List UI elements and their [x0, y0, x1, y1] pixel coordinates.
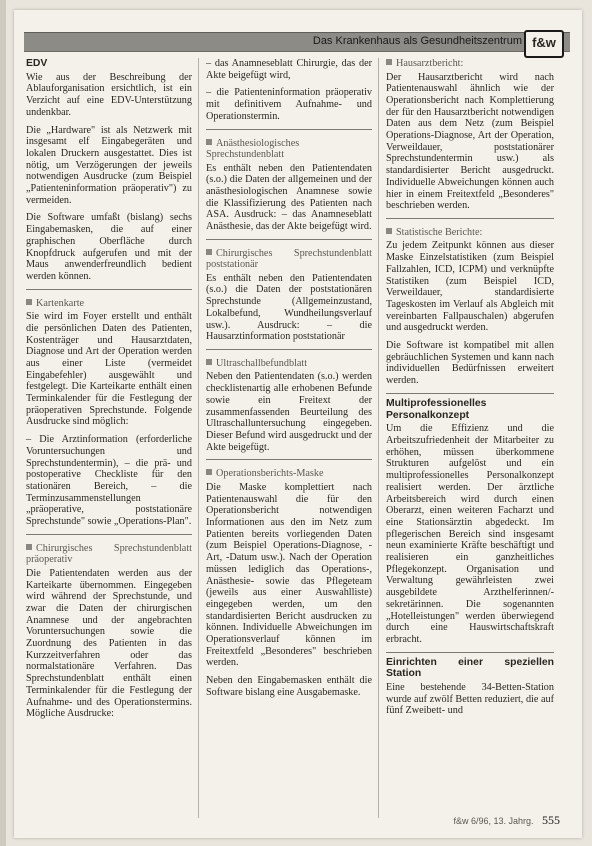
paragraph: Eine bestehende 34-Betten-Station wurde auf zwölf Betten reduziert, die auf fünf Zweibett- und — [386, 682, 554, 717]
paragraph: Neben den Patientendaten (s.o.) werden checklistenartig alle erhobenen Befunde sowie ein Freitext der zusammenfassenden Beurteilung des Ultraschalluntersuchung eingegeben. Dieser Befund wird ausgedruckt und der Akte beigefügt. — [206, 371, 372, 453]
subheading — [26, 298, 192, 310]
paragraph: Wie aus der Beschreibung der Ablauforganisation ersichtlich, ist ein Verzicht auf eine EDV-Unterstützung undenkbar. — [26, 71, 192, 118]
subheading — [206, 138, 372, 161]
list-paragraph: – Die Arztinformation (erforderliche Voruntersuchungen und Sprechstundentermin), – die prä- und postoperative Checkliste für den stationären Bereich, – die Terminzusammenstellungen „präoperative, poststationäre Sprechstunde" sowie „Operations-Plan". — [26, 434, 192, 528]
section-rule — [26, 289, 192, 290]
bullet-square-icon — [386, 59, 392, 65]
page-number: 555 — [542, 813, 560, 827]
section-rule — [26, 534, 192, 535]
column-3 — [386, 58, 554, 723]
subheading-text: Statistische Berichte: — [396, 226, 483, 238]
section-rule — [386, 652, 554, 653]
section-rule — [206, 129, 372, 130]
paragraph: Es enthält neben den Patientendaten (s.o.) die Daten der allgemeinen und der anästhesiologischen Anamnese sowie die Klassifizierung des Patienten nach ASA. Ausdruck: – das Anamneseblatt Anästhesie, das der Akte beigefügt wird. — [206, 162, 372, 233]
subheading — [206, 358, 372, 370]
bullet-square-icon — [206, 249, 212, 255]
paragraph: Sie wird im Foyer erstellt und enthält die persönlichen Daten des Patienten, Kostenträger und Hausarztdaten, Diagnose und Art der Operation werden aus einer Liste (vermeidet Eingabefehler) ausgewählt und festgelegt. Die Karteikarte enthält einen Terminkalender für die Festlegung der präoperativen Sprechstunde. Folgende Ausdrucke sind möglich: — [26, 311, 192, 428]
subheading-text: Ultraschallbefundblatt — [216, 357, 308, 369]
subheading — [386, 58, 554, 70]
subheading-text: Kartenkarte — [36, 297, 85, 309]
bullet-square-icon — [26, 299, 32, 305]
section-rule — [386, 218, 554, 219]
subheading — [26, 543, 192, 566]
subheading — [206, 468, 372, 480]
subheading-text: Chirurgisches Sprechstundenblatt poststationär — [206, 247, 372, 271]
section-heading-personalkonzept: Multiprofessionelles Personalkonzept — [386, 397, 487, 421]
bullet-square-icon — [206, 359, 212, 365]
subheading-text: Hausarztbericht: — [396, 58, 464, 69]
paragraph: Die Software umfaßt (bislang) sechs Eingabemasken, die auf einer graphischen Oberfläche durch Knopfdruck aufgerufen und mit der Maus anwenderfreundlich bedient werden können. — [26, 212, 192, 282]
page-footer — [453, 813, 560, 828]
header-title: Das Krankenhaus als Gesundheitszentrum — [312, 35, 522, 47]
footer-journal: f&w 6/96, 13. Jahrg. — [453, 816, 534, 826]
section-heading-edv: EDV — [26, 58, 48, 69]
journal-logo: f&w — [524, 30, 564, 58]
section-rule — [206, 459, 372, 460]
paragraph: Die Software ist kompatibel mit allen gebräuchlichen Systemen und kann nach individuellen Bedürfnissen erweitert werden. — [386, 340, 554, 387]
column-2 — [206, 58, 372, 705]
section-rule — [206, 349, 372, 350]
list-item: – das Anamneseblatt Chirurgie, das der Akte beigefügt wird, — [206, 58, 372, 81]
section-heading-station: Einrichten einer speziellen Station — [386, 656, 554, 680]
bullet-square-icon — [206, 139, 212, 145]
subheading — [206, 248, 372, 271]
paragraph: Neben den Eingabemasken enthält die Software bislang eine Ausgabemaske. — [206, 675, 372, 698]
bullet-square-icon — [26, 544, 32, 550]
subheading-text: Anästhesiologisches Sprechstundenblatt — [206, 137, 300, 161]
section-rule — [386, 393, 554, 394]
subheading — [386, 227, 554, 239]
paragraph: Die Maske komplettiert nach Patientenauswahl die für den Operationsbericht notwendigen Informationen aus den im Netz zum Patienten bereits vorliegenden Daten (zum Beispiel Operations-Diagnose, -Art, -Datum usw.). Nach der Operation müssen lediglich das Operations-, Anästhesie- sowie das Pflegeteam (jeweils aus einer Auswahlliste) eingegeben werden, um den standardisierten Bericht ausdrucken zu können. Individuelle Abweichungen im Operationsverlauf können im Freitextfeld „Besonderes" beschrieben werden. — [206, 481, 372, 669]
paragraph: Zu jedem Zeitpunkt können aus dieser Maske Einzelstatistiken (zum Beispiel Fallzahlen, ICD, ICPM) und verknüpfte Statistiken (zum Beispiel ICD, Verweildauer, standardisierte Tageskosten im Verlauf als Abgleich mit vereinbarten Fallpauschalen) abgerufen und ausgedruckt werden. — [386, 240, 554, 334]
page-spine — [0, 0, 6, 846]
column-divider — [378, 58, 379, 818]
paragraph: Es enthält neben den Patientendaten (s.o.) die Daten der poststationären Sprechstunde (Allgemeinzustand, Lokalbefund, Wundheilungsverlauf usw.). Ausdruck: – die Hausarztinformation poststationär — [206, 272, 372, 343]
paragraph: Der Hausarztbericht wird nach Patientenauswahl ähnlich wie der Operationsbericht nach Komplettierung der für den Hausarztbericht notwendigen Daten aus dem Netz (zum Beispiel Operations-Diagnose, Art der Operation, Verweildauer, poststationärer Sprechstundentermin usw.) als standardisierter Bericht ausgedruckt. Individuelle Abweichungen können auch hier in einem Freitextfeld „Besonderes" beschrieben werden. — [386, 71, 554, 212]
column-divider — [198, 58, 199, 818]
subheading-text: Chirurgisches Sprechstundenblatt präoperativ — [26, 542, 192, 566]
paragraph: Die „Hardware" ist als Netzwerk mit insgesamt elf Eingabegeräten und lokalen Druckern ausgestattet. Dies ist nötig, um Verzögerungen der jeweils notwendigen Ausdrucke (zum Beispiel „Patienteninformation präoperativ") zu vermeiden. — [26, 124, 192, 206]
column-1 — [26, 58, 192, 726]
section-rule — [206, 239, 372, 240]
running-header — [24, 32, 570, 52]
document-page — [14, 10, 582, 838]
bullet-square-icon — [386, 228, 392, 234]
paragraph: Die Patientendaten werden aus der Karteikarte übernommen. Eingegeben wird während der Sprechstunde, und zwar die Daten der chirurgischen Anamnese und der angebrachten Voruntersuchungen sowie die Zuordnung des Patienten in das Kurzzeitverfahren oder das normalstationäre Verfahren. Das Sprechstundenblatt enthält einen Terminkalender für die Festlegung der Aufnahme- und des Operationstermins. Mögliche Ausdrucke: — [26, 567, 192, 720]
paragraph: Um die Effizienz und die Arbeitszufriedenheit der Mitarbeiter zu erhöhen, müssen überkommene Strukturen aufgelöst und ein multiprofessionelles Personalkonzept realisiert werden. Der ärztliche Arbeitsbereich wird durch einen Oberarzt, einen weiteren Facharzt und eine Stationsärztin abgedeckt. Im pflegerischen Bereich sind insgesamt neun examinierte Kräfte beschäftigt und realisieren ein ganzheitliches Pflegekonzept. Organisation und Verwaltung gewährleisten zwei ausgebildete Arzthelferinnen/-sekretärinnen. Die sogenannten „Hotelleistungen" werden überwiegend durch eine Hauswirtschaftskraft erbracht. — [386, 423, 554, 645]
bullet-square-icon — [206, 469, 212, 475]
list-item: – die Patienteninformation präoperativ mit definitivem Aufnahme- und Operationstermin. — [206, 87, 372, 122]
subheading-text: Operationsberichts-Maske — [216, 468, 324, 480]
